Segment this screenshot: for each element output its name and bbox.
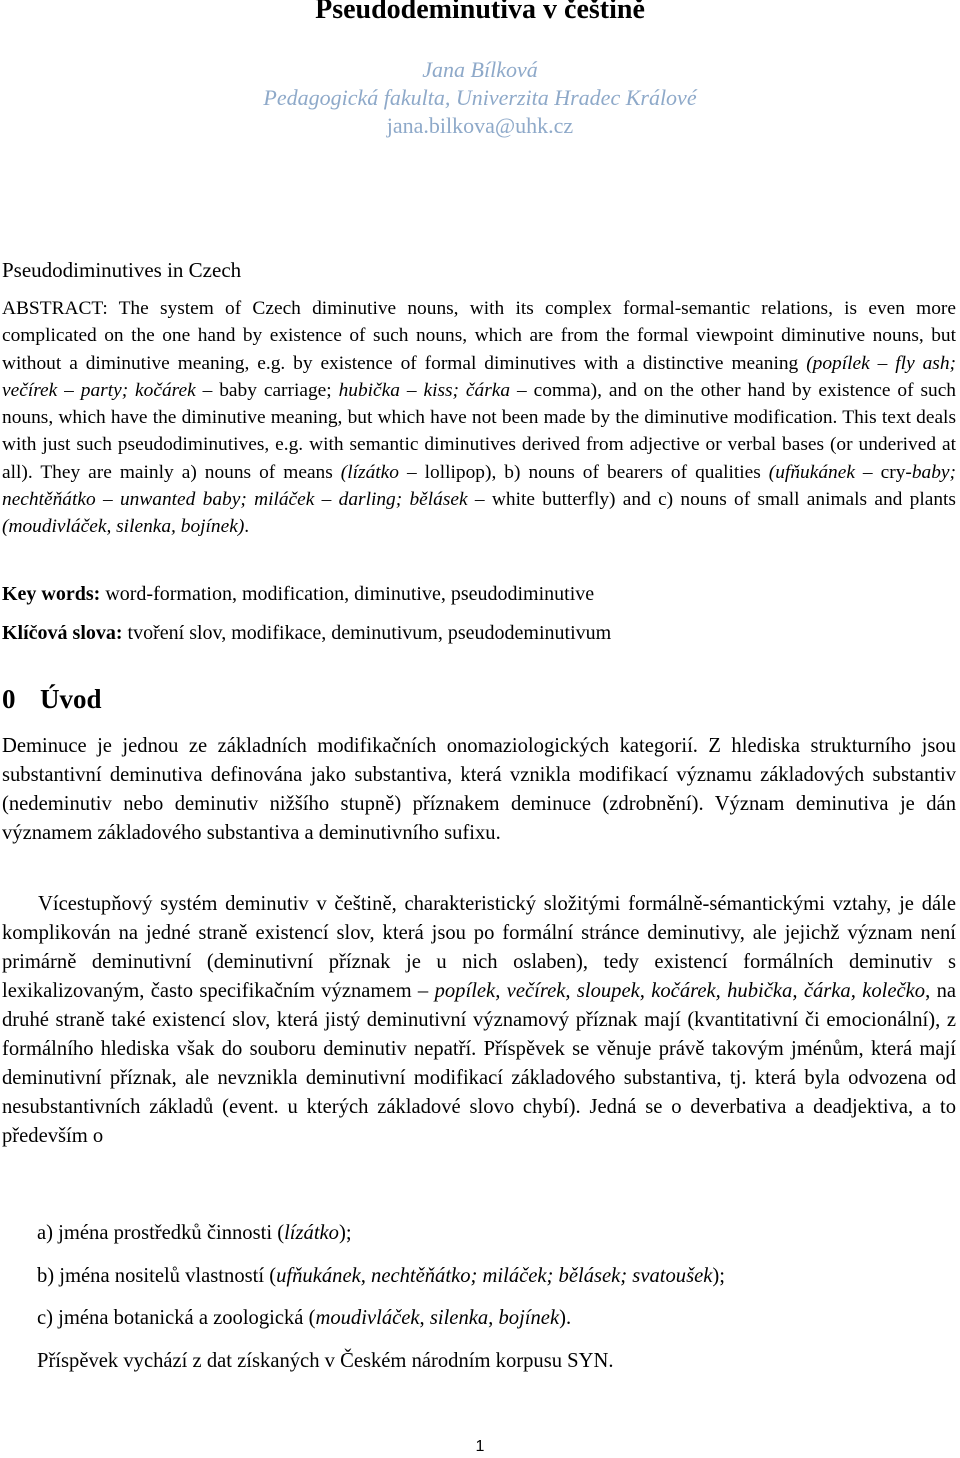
keywords-label: Key words: <box>2 583 101 605</box>
list-item: a) jména prostředků činnosti (lízátko); <box>37 1222 352 1244</box>
english-title: Pseudodiminutives in Czech <box>2 258 242 282</box>
section-number: 0 <box>2 684 16 714</box>
klicova-slova-label: Klíčová slova: <box>2 622 123 644</box>
abstract-label: ABSTRACT: <box>2 298 108 319</box>
abstract-paragraph: ABSTRACT: The system of Czech diminutive nouns, with its complex formal-semantic relations, is even more complicated on the one hand by existence of such nouns, which are from the formal viewpoint diminutive nouns, but without a diminutive meaning, e.g. by existence of formal diminutives with a distinctive meaning (popílek – fly ash; večírek – party; kočárek – baby carriage; hubička – kiss; čárka – comma), and on the other hand by existence of such nouns, which have the diminutive meaning, but which have not been made by the diminutive modification. This text deals with just such pseudodiminutives, e.g. with semantic diminutives derived from adjective or verbal bases (or underived at all). They are mainly a) nouns of means (lízátko – lollipop), b) nouns of bearers of qualities (ufňukánek – cry-baby; nechtěňátko – unwanted baby; miláček – darling; bělásek – white butterfly) and c) nouns of small animals and plants (moudivláček, silenka, bojínek). <box>2 298 957 538</box>
klicova-slova-line: Klíčová slova: tvoření slov, modifikace, deminutivum, pseudodeminutivum <box>2 622 612 644</box>
intro-paragraph-1: Deminuce je jednou ze základních modifikačních onomaziologických kategorií. Z hlediska strukturního jsou substantivní deminutiva definována jako substantiva, která vznikla modifikací významu základových substantiv (nedeminutiv nebo deminutiv nižšího stupně) příznakem deminuce (zdrobnění). Význam deminutiva je dán významem základového substantiva a deminutivního sufixu. <box>2 735 956 844</box>
affiliation: Pedagogická fakulta, Univerzita Hradec Králové <box>263 85 697 110</box>
author-email: jana.bilkova@uhk.cz <box>386 113 574 138</box>
keywords-line: Key words: word-formation, modification, diminutive, pseudodiminutive <box>2 583 595 605</box>
paper-title: Pseudodeminutiva v češtině <box>315 0 645 25</box>
intro-paragraph-2: Vícestupňový systém deminutiv v češtině, charakteristický složitými formálně-sémantickými vztahy, je dále komplikován na jedné straně existencí slov, která jsou po formální stránce deminutivy, ale jejichž význam není primárně deminutivní (deminutivní příznak je u nich oslaben), tedy existencí formálních deminutiv s lexikalizovaným, často specifikačním významem – popílek, večírek, sloupek, kočárek, hubička, čárka, kolečko, na druhé straně také existencí slov, která jistý deminutivní významový příznak mají (kvantitativní či emocionální), z formálního hlediska však do souboru deminutiv nepatří. Příspěvek se věnuje právě takovým jménům, která mají deminutivní příznak, ale nevznikla deminutivní modifikací základového substantiva, tj. která byla odvozena od nesubstantivních základů (event. u kterých základové slovo chybí). Jedná se o deverbativa a deadjektiva, a to především o <box>2 893 957 1147</box>
page-number: 1 <box>475 1438 485 1455</box>
closing-sentence: Příspěvek vychází z dat získaných v Českém národním korpusu SYN. <box>37 1350 614 1372</box>
list-item: b) jména nositelů vlastností (ufňukánek, nechtěňátko; miláček; bělásek; svatoušek); <box>37 1265 725 1287</box>
author-name: Jana Bílková <box>422 57 538 82</box>
section-heading <box>2 684 102 715</box>
list-item: c) jména botanická a zoologická (moudivláček, silenka, bojínek). <box>37 1307 572 1329</box>
section-title: Úvod <box>40 684 102 714</box>
